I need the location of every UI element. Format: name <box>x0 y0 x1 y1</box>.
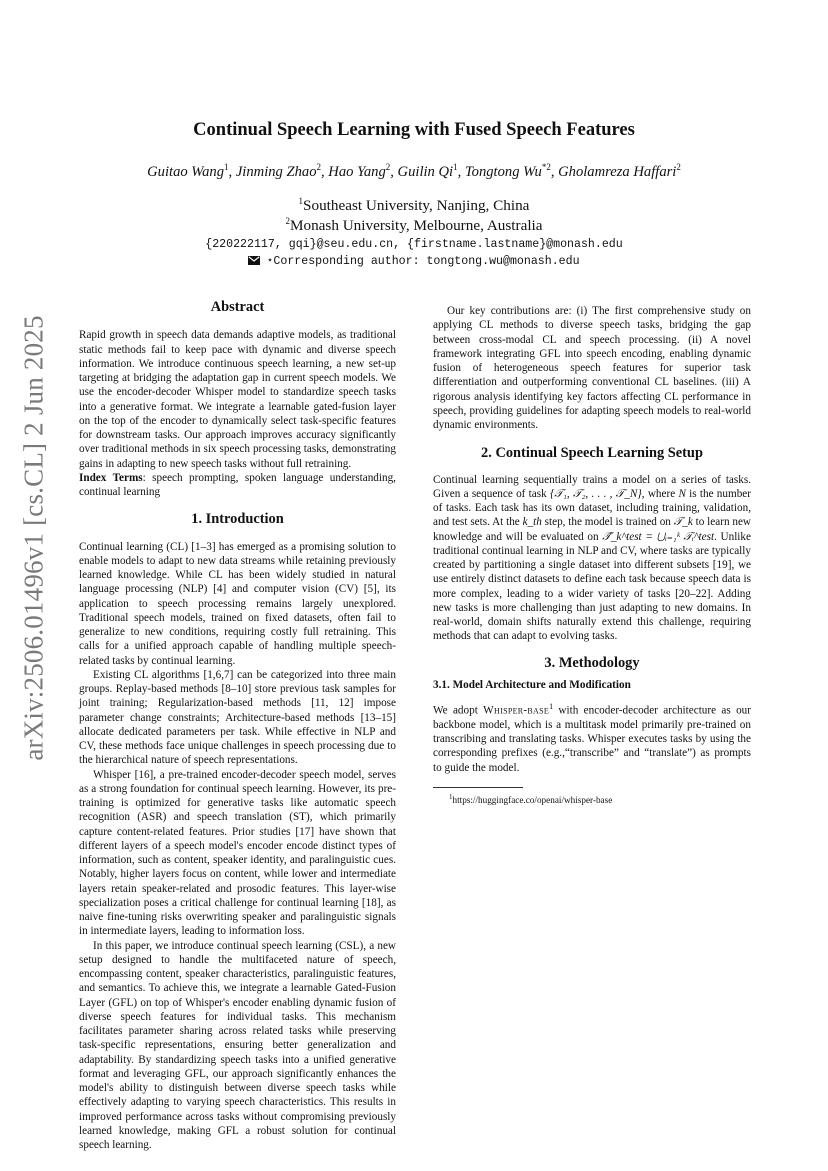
intro-paragraph: Existing CL algorithms [1,6,7] can be categorized into three main groups. Replay-based methods [8–10] store previous task samples for joint training; Regularization-based methods [11, 12] impose parameter change constraints; Architecture-based methods [13–15] allocate dedicated parameters per task. While effective in NLP and CV, these methods face unique challenges in speech processing due to the hierarchical nature of speech representations. <box>79 668 396 767</box>
author-emails: {220222117, gqi}@seu.edu.cn, {firstname.lastname}@monash.edu <box>205 238 623 251</box>
paper-title: Continual Speech Learning with Fused Speech Features <box>193 120 635 140</box>
corresponding-author-text: ⋆Corresponding author: tongtong.wu@monash.edu <box>266 255 580 268</box>
section-heading-methodology: 3. Methodology <box>544 654 640 671</box>
author <box>558 164 681 180</box>
author: Jinming Zhao$^2$, <box>235 162 329 180</box>
footnote: $^1$https://huggingface.co/openai/whisper-base <box>449 792 613 806</box>
right-column <box>433 304 751 806</box>
abstract-text: Rapid growth in speech data demands adaptive models, as traditional static methods fail to keep pace with dynamic and diverse speech information. We introduce continuous speech learning, a new set-up targeting at bridging the adaptation gap in current speech models. We use the encoder-decoder Whisper model to standardize speech tasks into a generative format. We integrate a learnable gated-fusion layer on the top of the encoder to dynamically select task-specific features for downstream tasks. Our approach improves accuracy significantly over traditional methods in six speech processing tasks, demonstrating gains in adapting to new speech tasks without full retraining. <box>79 329 396 470</box>
intro-contributions-paragraph: Our key contributions are: (i) The first comprehensive study on applying CL methods to diverse speech tasks, bridging the gap between cross-modal CL and speech processing. (ii) A novel framework integrating GFL into speech encoding, enabling dynamic fusion of heterogeneous speech features for superior task differentiation and outperforming conventional CL baselines. (iii) A rigorous analysis identifying key factors affecting CL performance in speech, providing guidelines for adapting speech models to real-world dynamic environments. <box>433 305 751 431</box>
task-sequence-math: {𝒯₁, 𝒯₂, . . . , 𝒯_N} <box>549 487 642 500</box>
affiliation: $^1$Southeast University, Nanjing, China <box>298 196 530 215</box>
index-terms-label: Index Terms <box>79 471 143 484</box>
author-affiliation-mark: 2 <box>316 162 321 172</box>
index-terms-text: : speech prompting, spoken language understanding, continual learning <box>79 471 396 498</box>
arxiv-watermark <box>14 315 54 761</box>
model-name: Whisper-base <box>483 704 550 717</box>
methodology-paragraph: We adopt Whisper-base$^1$ with encoder-decoder architecture as our backbone model, which is a multitask model primarily pre-trained on transcribing and translating tasks. Whisper executes tasks by using the corresponding prefixes (e.g.,“transcribe” and “translate”) as prompts to guide the model. <box>433 702 751 774</box>
author-name: Guitao Wang <box>147 163 225 180</box>
abstract-heading: Abstract <box>210 299 265 315</box>
author-affiliation-mark: 2 <box>385 162 391 172</box>
author-affiliation-mark: 1 <box>224 162 229 172</box>
math-variable: N <box>678 487 686 500</box>
author-name: Jinming Zhao <box>235 163 317 180</box>
intro-paragraph: Whisper [16], a pre-trained encoder-decoder speech model, serves as a strong foundation for continual speech learning. However, its pre-training is optimized for generative tasks like automatic speech recognition (ASR) and speech translation (ST), which primarily capture content-related features. Prior studies [17] have shown that different layers of a speech model's encoder encode distinct types of information, such as content, speaker identity, and paralinguistic cues. Notably, higher layers focus on content, while lower and intermediate layers retain speaker-related and prosodic features. This layer-wise specialization poses a critical challenge for continual learning [18], as naive fine-tuning risks overwriting speaker and paralinguistic signals in intermediate layers, leading to information loss. <box>79 768 396 938</box>
author-list <box>60 162 768 181</box>
author: Hao Yang$^2$, <box>328 162 398 180</box>
intro-paragraph: Continual learning (CL) [1–3] has emerged as a promising solution to enable models to adapt to new data streams while retaining previously learned knowledge. While CL has been widely studied in natural language processing (NLP) [4] and computer vision (CV) [5], its application to speech processing remains largely unexplored. Traditional speech models, trained on fixed datasets, often fail to generalize to new conditions, requiring costly full retraining. This calls for a unified approach capable of handling multiple speech-related tasks by continual learning. <box>79 540 396 667</box>
index-terms <box>79 471 396 500</box>
evaluation-set-math: 𝒯̃_k^test = ⋃ᵢ₌₁ᵏ 𝒯ᵢ^test <box>602 530 715 543</box>
author-name: Gholamreza Haffari <box>558 163 677 180</box>
author-affiliation-mark: 2 <box>676 162 681 172</box>
footnote-url: https://huggingface.co/openai/whisper-base <box>452 795 613 806</box>
setup-paragraph: Continual learning sequentially trains a model on a series of tasks. Given a sequence of task {𝒯₁, 𝒯₂, . . . , 𝒯_N}, where N is the number of tasks. Each task has its own dataset, including training, validation, and test sets. At the k_th step, the model is trained on 𝒯_k to learn new knowledge and will be evaluated on 𝒯̃_k^test = ⋃ᵢ₌₁ᵏ 𝒯ᵢ^test. Unlike traditional continual learning in NLP and CV, where tasks are typically created by partitioning a single dataset into different subsets [19], we use entirely distinct datasets to define each task because speech data is more complex, leading to a wider variety of tasks [20–22]. Adding new tasks is more challenging than just adapting to new domains. In real-world, domain shifts naturally extend this challenge, requiring methods that can adapt to evolving tasks. <box>433 473 751 643</box>
author: Tongtong Wu$^{*2}$, <box>464 162 559 180</box>
arxiv-identifier: arXiv:2506.01496v1 [cs.CL] 2 Jun 2025 <box>18 315 49 761</box>
footnote-mark: 1 <box>549 702 554 711</box>
affiliation: $^2$Monash University, Melbourne, Australia <box>285 216 543 235</box>
envelope-icon <box>248 256 260 265</box>
footnote-rule <box>433 787 523 788</box>
intro-paragraph: In this paper, we introduce continual speech learning (CSL), a new setup designed to handle the multifaceted nature of speech, encompassing content, speaker characteristics, paralinguistic features, and semantics. To achieve this, we integrate a learnable Gated-Fusion Layer (GFL) on top of Whisper's encoder enabling dynamic fusion of diverse speech features for individual tasks. This mechanism facilitates parameter sharing across related tasks while preserving task-specific representations, ensuring better generalization and adaptability. By standardizing speech tasks into a unified generative format and leveraging GFL, our approach significantly enhances the model's ability to distinguish between diverse speech tasks while effectively adapting to varying speech characteristics. This results in improved performance across tasks without compromising previously learned knowledge, making GFL a robust solution for continual speech learning. <box>79 939 396 1151</box>
section-heading-setup: 2. Continual Speech Learning Setup <box>481 445 703 462</box>
section-heading-introduction: 1. Introduction <box>191 511 284 528</box>
left-column <box>79 300 396 1152</box>
author-name: Guilin Qi <box>397 163 454 180</box>
author: Guilin Qi$^1$, <box>397 162 465 180</box>
math-variable: 𝒯_k <box>673 516 693 529</box>
corresponding-author <box>80 253 748 268</box>
subsection-heading: 3.1. Model Architecture and Modification <box>433 678 631 691</box>
author-affiliation-mark: 1 <box>453 162 458 172</box>
author: Guitao Wang$^1$, <box>147 162 236 180</box>
author-affiliation-mark: *2 <box>541 162 551 172</box>
math-variable: k_th <box>522 516 542 529</box>
author-name: Tongtong Wu <box>464 163 542 180</box>
author-name: Hao Yang <box>328 163 386 180</box>
